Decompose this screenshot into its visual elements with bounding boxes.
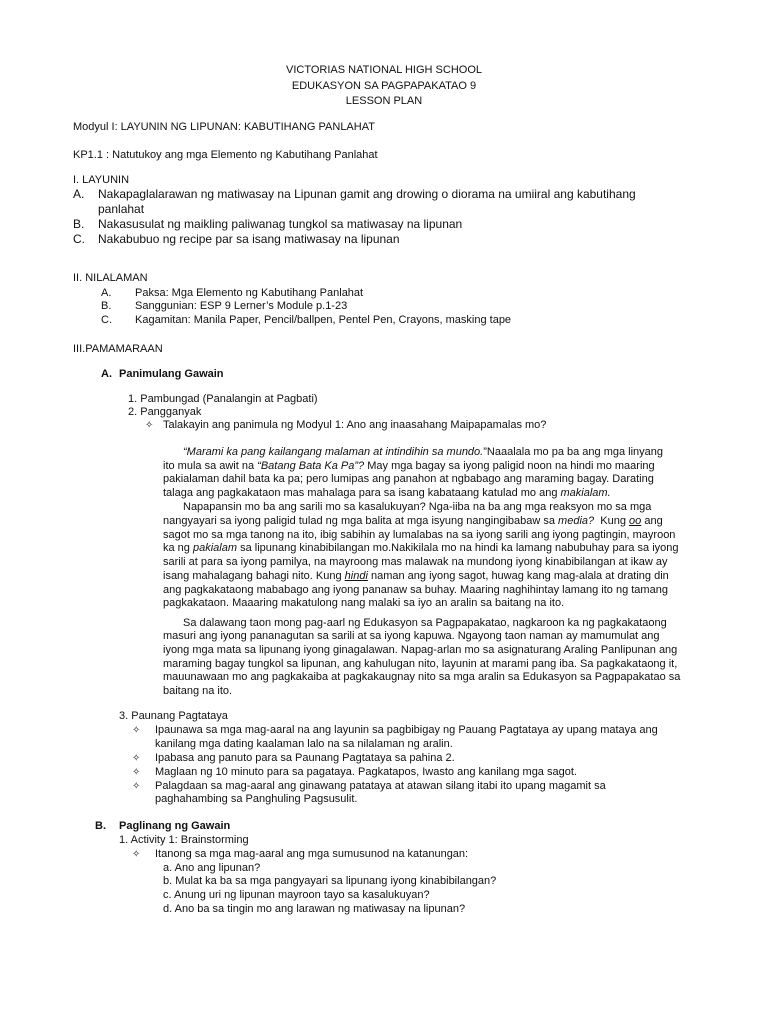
p2-line-3: sagot mo sa mga tanong na ito, ibig sabihin ay lumalabas na sa iyong sarili ang iyong pagtingin, mayroon bbox=[163, 529, 676, 541]
p3-line-3: iyong mga mata sa lipunang iyong ginagalawan. Napag-arlan mo sa asignaturang Araling Panlipunan ang bbox=[163, 644, 678, 656]
p1-quote: “Marami ka pang kailangang malaman at intindihin sa mundo. bbox=[183, 446, 484, 458]
p2-line-4-text: ka ng bbox=[163, 542, 190, 554]
p2-media: media? bbox=[558, 515, 595, 527]
layunin-a-text: Nakapaglalarawan ng matiwasay na Lipunan gamit ang drowing o diorama na umiiral ang kabutihang bbox=[98, 187, 636, 201]
paunang-item-1-cont: kanilang mga dating kaalaman lalo na sa nilalaman ng aralin. bbox=[155, 738, 453, 750]
p1-makialam: makialam. bbox=[560, 487, 611, 499]
p2-line-7: ang pagkakataong mababago ang iyong pananaw sa buhay. Maaring naghihintay lamang ito ng tamang bbox=[163, 584, 668, 596]
p2-pakialam: pakialam bbox=[192, 542, 238, 554]
diamond-bullet-icon: ✧ bbox=[145, 420, 154, 431]
p3-line-5: mauunawaan mo ang pagkakaiba at pagkakaugnay nito sa mga aralin sa Edukasyon sa Pagpapakatao sa bbox=[163, 671, 681, 683]
itanong-text: Itanong sa mga mag-aaral ang mga sumusunod na katanungan: bbox=[155, 848, 469, 860]
layunin-a-label: A. bbox=[73, 187, 85, 201]
diamond-bullet-icon: ✧ bbox=[132, 781, 141, 792]
p2-line-1: Napapansin mo ba ang sarili mo sa kasalukuyan? Nga-iiba na ba ang mga reaksyon mo sa mga bbox=[183, 501, 652, 513]
p1-line-1-text: ”Naaalala mo pa ba ang mga linyang bbox=[483, 446, 664, 458]
p1-line-2-text: ito mula sa awit na bbox=[163, 460, 258, 472]
paunang-item-4-cont: paghahambing sa Panghuling Pagsusulit. bbox=[155, 793, 358, 805]
p3-line-6: baitang na ito. bbox=[163, 685, 233, 697]
p1-line-3: pakialaman dahil bata ka pa; pero lumipas ang panahon at ngbabago ang maraming bagay. Darating bbox=[163, 473, 654, 485]
p3-line-1: Sa dalawang taon mong pag-aarl ng Edukasyon sa Pagpapakatao, nagkaroon ka ng pagkakataong bbox=[183, 617, 667, 629]
nilalaman-c-text: Kagamitan: Manila Paper, Pencil/ballpen, Pentel Pen, Crayons, masking tape bbox=[135, 314, 512, 326]
step-pangganyak: 2. Pangganyak bbox=[128, 406, 202, 418]
layunin-c-label: C. bbox=[73, 232, 85, 246]
step-pambungad: 1. Pambungad (Panalangin at Pagbati) bbox=[128, 393, 318, 405]
diamond-bullet-icon: ✧ bbox=[132, 725, 141, 736]
kp-statement: KP1.1 : Natutukoy ang mga Elemento ng Kabutihang Panlahat bbox=[73, 149, 378, 161]
diamond-bullet-icon: ✧ bbox=[132, 753, 141, 764]
p1-line-2 bbox=[163, 460, 655, 474]
p3-line-4: maraming bagay tungkol sa lipunan, ang kahulugan nito, layunin at marami pang iba. Sa pagkakataong it, bbox=[163, 658, 678, 670]
layunin-b-label: B. bbox=[73, 217, 85, 231]
nilalaman-b-text: Sanggunian: ESP 9 Lerner’s Module p.1-23 bbox=[135, 300, 348, 312]
p3-line-2: masuri ang iyong pananagutan sa sarili at sa iyong kapuwa. Ngayong taon naman ay mamumulat ang bbox=[163, 630, 660, 642]
nilalaman-b-label: B. bbox=[101, 300, 112, 312]
p1-line-4 bbox=[163, 487, 611, 501]
activity-heading: 1. Activity 1: Brainstorming bbox=[119, 834, 249, 846]
section-b-title: Paglinang ng Gawain bbox=[119, 820, 231, 832]
layunin-c-text: Nakabubuo ng recipe par sa isang matiwasay na lipunan bbox=[98, 232, 400, 246]
p1-line-2-rest: May mga bagay sa iyong paligid noon na hindi mo maaring bbox=[364, 460, 655, 472]
section-b-label: B. bbox=[95, 820, 106, 832]
p2-line-6 bbox=[163, 570, 669, 584]
document-type: LESSON PLAN bbox=[345, 95, 423, 107]
diamond-bullet-icon: ✧ bbox=[132, 767, 141, 778]
talakayin-text: Talakayin ang panimula ng Modyul 1: Ano ang inaasahang Maipapamalas mo? bbox=[163, 419, 547, 431]
paunang-item-3: Maglaan ng 10 minuto para sa pagataya. Pagkatapos, Iwasto ang kanilang mga sagot. bbox=[155, 766, 577, 778]
question-b: b. Mulat ka ba sa mga pangyayari sa lipunang iyong kinabibilangan? bbox=[163, 875, 497, 887]
school-name: VICTORIAS NATIONAL HIGH SCHOOL bbox=[286, 64, 482, 76]
p2-line-6-rest: naman ang iyong sagot, huwag kang mag-alala at drating din bbox=[370, 570, 669, 582]
p2-hindi: hindi bbox=[344, 570, 368, 582]
paunang-item-2: Ipabasa ang panuto para sa Paunang Pagtataya sa pahina 2. bbox=[155, 752, 455, 764]
question-a: a. Ano ang lipunan? bbox=[163, 862, 261, 874]
layunin-a-text-cont: panlahat bbox=[98, 202, 145, 216]
nilalaman-a-label: A. bbox=[101, 287, 112, 299]
subject-title: EDUKASYON SA PAGPAPAKATAO 9 bbox=[291, 80, 477, 92]
layunin-heading: I. LAYUNIN bbox=[73, 174, 130, 186]
p1-song-title: “Batang Bata Ka Pa”? bbox=[257, 460, 365, 472]
p2-ang: ang bbox=[644, 515, 663, 527]
p2-oo: oo bbox=[629, 515, 642, 527]
nilalaman-c-label: C. bbox=[101, 314, 112, 326]
p2-kung: Kung bbox=[600, 515, 626, 527]
p2-line-5: sarili at para sa iyong pamilya, na mayroong mas malawak na mundong iyong kinabibilangan at ikaw ay bbox=[163, 556, 668, 568]
pamamaraan-heading: III.PAMAMARAAN bbox=[73, 343, 163, 355]
p2-line-2 bbox=[163, 515, 663, 529]
p1-line-1 bbox=[183, 446, 663, 460]
nilalaman-heading: II. NILALAMAN bbox=[73, 272, 148, 284]
p2-line-4 bbox=[163, 542, 679, 556]
nilalaman-a-text: Paksa: Mga Elemento ng Kabutihang Panlahat bbox=[135, 287, 364, 299]
diamond-bullet-icon: ✧ bbox=[132, 849, 141, 860]
question-d: d. Ano ba sa tingin mo ang larawan ng matiwasay na lipunan? bbox=[163, 903, 466, 915]
p1-line-4-text: talaga ang pagkakataon mas mahalaga para sa isang kabataang katulad mo ang bbox=[163, 487, 561, 499]
layunin-b-text: Nakasusulat ng maikling paliwanag tungkol sa matiwasay na lipunan bbox=[98, 217, 463, 231]
question-c: c. Anung uri ng lipunan mayroon tayo sa kasalukuyan? bbox=[163, 889, 430, 901]
paunang-heading: 3. Paunang Pagtataya bbox=[119, 710, 228, 722]
module-title: Modyul I: LAYUNIN NG LIPUNAN: KABUTIHANG PANLAHAT bbox=[73, 121, 375, 133]
paunang-item-4: Palagdaan sa mag-aaral ang ginawang patataya at atawan silang itabi ito upang magamit sa bbox=[155, 780, 606, 792]
section-a-title: Panimulang Gawain bbox=[119, 368, 224, 380]
p2-line-6-text: isang mahalagang bahagi nito. Kung bbox=[163, 570, 342, 582]
section-a-label: A. bbox=[101, 368, 112, 380]
paunang-item-1: Ipaunawa sa mga mag-aaral na ang layunin sa pagbibigay ng Pauang Pagtataya ay upang mataya ang bbox=[155, 724, 658, 736]
p2-line-8: pagkakataon. Maaaring makatulong nang malaki sa iyo an aralin sa baitang na ito. bbox=[163, 597, 565, 609]
p2-line-2-text: nangyayari sa iyong paligid tulad ng mga balita at mga isyung nangingibabaw sa bbox=[163, 515, 555, 527]
p2-line-4-rest: sa lipunang kinabibilangan mo.Nakikilala mo na hindi ka lamang nabubuhay para sa iyong bbox=[240, 542, 679, 554]
